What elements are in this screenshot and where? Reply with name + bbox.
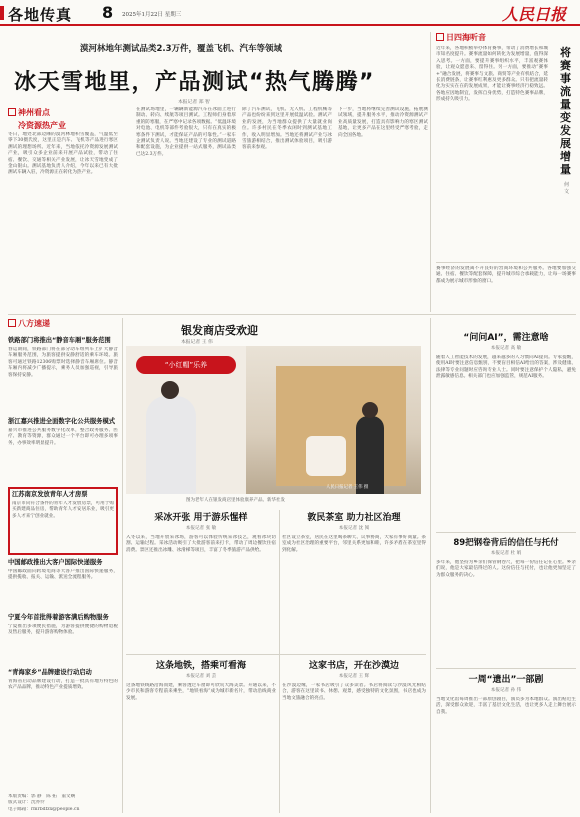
opinion-body: 近年来，各地积极举办体育赛事，带动了消费增长和城市知名度提升。赛事流量如何转化为发展增量，值得深入思考。一方面，要提升赛事组织水平，丰富观赛体验，让观众愿意来、留得住。另一方面，要推动“赛事+”融合发展，将赛事与文旅、商贸等产业有机结合，延长消费链条，让赛事红利惠及更多群众。只有把流量转化为实实在在的发展成果，才能让赛事经济行稳致远。各地应因地制宜，发挥自身优势，打造特色赛事品牌，形成持久吸引力。 bbox=[436, 46, 548, 103]
brief-title-1: 铁路部门将推出“静音车厢”服务范围 bbox=[8, 337, 111, 344]
issue-date: 2025年1月22日 星期三 bbox=[122, 12, 182, 18]
right-article-2: 89把钢卷背后的信任与托付 本报记者 杜 娟 多年来，他坚持为乡亲们保管钢卷尺，把每一份信任记在心里。乡亲们说，他是大家最信得过的人。这份信任与托付，也让他更加坚定了为群众服务的决心。 bbox=[436, 538, 576, 578]
lead-col-4: 下一步，当地将继续完善测试设施，拓展测试领域，提升服务水平，推动冷资源测试产业高质量发展，打造具有影响力的寒区测试基地，让更多产品在这里经受严寒考验，走向全国各地。 bbox=[338, 107, 428, 138]
brief-text-4: 中国邮政面向跨境电商等大客户推出国际快递服务，提供揽收、报关、运输、派送全流程服务。 bbox=[8, 569, 118, 581]
lead-article bbox=[8, 32, 428, 312]
photo-sign: 人民日报记者 王伟 摄 bbox=[326, 485, 369, 490]
footer-line-2: 版式设计：沈亦伶 bbox=[8, 800, 45, 806]
footer-line-3: 电子邮箱：rmrbdfzx@people.cn bbox=[8, 806, 80, 812]
brief-title-6: “青海家乡”品牌建设行动启动 bbox=[8, 669, 92, 676]
page-number: 8 bbox=[102, 3, 114, 22]
right-byline-3: 本报记者 孙 伟 bbox=[490, 688, 522, 693]
right-title-3: 一周“遗出”一部剧 bbox=[468, 675, 544, 685]
opinion-column bbox=[436, 32, 576, 262]
right-byline-2: 本报记者 杜 娟 bbox=[490, 551, 522, 556]
mid-article-2: 敦民茶室 助力社区治理 本报记者 沈 阅 社区设立茶室，居民在这里喝茶聊天、议事协商，大家有事好商量。茶室成为社区治理的重要平台，邻里关系更加和睦，许多矛盾在茶室里得到化解。 bbox=[282, 510, 426, 652]
brief-text-2: 嘉兴市推进公共服务数字化改革，整合政务服务、医疗、教育等资源，群众通过一个平台即可办理多项事务，办事效率明显提升。 bbox=[8, 428, 118, 446]
mid-article-3: 这条地铁，搭乘可看海 本报记者 刘 芸 这条地铁线路沿海而建，乘客透过车窗即可欣赏大海美景。开通以来，不少市民和游客专程前来乘坐，“地铁看海”成为城市新名片，带动沿线商业发展。 bbox=[126, 658, 276, 813]
lead-byline: 本报记者 郑 智 bbox=[178, 100, 210, 105]
right-title-2: 89把钢卷背后的信任与托付 bbox=[453, 538, 559, 548]
brief-text-1: 春运期间，铁路部门将在部分动车组列车上扩大静音车厢服务范围，为旅客提供安静舒适的乘车环境。旅客可通过铁路12306购票时选择静音车厢席位。静音车厢内将减少广播提示，乘务人员加强巡视，引导旅客保持安静。 bbox=[8, 347, 118, 378]
lead-col-1: 冬日，地处北部边陲的漠河林地积雪覆盖，气温低至零下30摄氏度，这里正是汽车、飞机等产品进行寒区测试的理想场所。近年来，当地依托冷资源发展测试产业，吸引众多企业前来开展产品试验，带动了住宿、餐饮、交通等相关产业发展，让冰天雪地变成了金山银山。测试基地负责人介绍，今年以来已有大批测试车辆入驻，冷资源正在转化为热产业。 bbox=[8, 132, 118, 176]
photo-image bbox=[126, 346, 421, 494]
store-sign: “小红帽”乐养 bbox=[136, 356, 236, 374]
lead-col-2: 在测试场地里，一辆辆新能源汽车在冰面上进行制动、转向、续航等项目测试。工程师们身着厚重的防寒服，在严寒中记录各项数据。“低温环境对电池、电机等部件考验很大，只有在真实的极寒条件下测试，才能保证产品的可靠性。”一家车企测试负责人说。当地还建设了专业的测试道路和配套设施，为企业提供一站式服务，测试品类已达2.3万件。 bbox=[136, 107, 236, 157]
brief-title-3: 江苏南京发放青年人才房票 bbox=[12, 491, 88, 498]
mid-article-1: 采冰开张 用于游乐惺样 本报记者 张 敏 入冬以来，当地开放采冰场，游客可以体验传统采冰技艺，观看冰块切割、运输过程。采冰活动吸引了大批游客前来打卡，带动了周边餐饮住宿消费。景区还推出冰雕、冰滑梯等项目，丰富了冬季旅游产品供给。 bbox=[126, 510, 276, 652]
mid-byline-1: 本报记者 张 敏 bbox=[185, 526, 217, 531]
photo-caption: 图为老年人在银发商店里体验康养产品。新华社发 bbox=[186, 498, 285, 503]
footer-line-1: 本版责编：郭 静 陈 拓 董文娴 bbox=[8, 793, 76, 799]
brief-text-3: 南京市向符合条件的青年人才发放房票，可用于购买新建商品住房，帮助青年人才安居乐业，吸引更多人才来宁创业就业。 bbox=[12, 501, 114, 519]
mid-article-4: 这家书店，开在沙漠边 本报记者 王 辉 在沙漠边缘，一家书店吸引了众多读者。书店将阅读与沙漠风光相结合，游客在这里读书、休憩、观景，感受独特的文化氛围，书店也成为当地文旅融合的亮点。 bbox=[282, 658, 426, 813]
masthead bbox=[0, 0, 580, 30]
photo-feature bbox=[126, 318, 426, 506]
opinion-title: 将赛事流量变发展增量 bbox=[560, 46, 571, 176]
mid-title-4: 这家书店，开在沙漠边 bbox=[308, 661, 399, 671]
photo-title: 银发商店受欢迎 bbox=[181, 324, 258, 337]
mid-title-2: 敦民茶室 助力社区治理 bbox=[307, 513, 401, 523]
left-subtitle: 冷资源热产业 bbox=[18, 121, 66, 130]
photo-byline: 本报记者 王 伟 bbox=[181, 340, 213, 345]
mid-title-1: 采冰开张 用于游乐惺样 bbox=[154, 513, 248, 523]
right-byline-1: 本报记者 高 敏 bbox=[490, 346, 522, 351]
right-article-3: 一周“遗出”一部剧 本报记者 孙 伟 当地文化馆每周推出一部原创剧目，演员多为本地群众。演出贴近生活，深受群众欢迎，丰富了基层文化生活，也让更多人走上舞台展示自我。 bbox=[436, 672, 576, 812]
brief-column bbox=[8, 318, 118, 813]
section-name: 各地传真 bbox=[8, 6, 73, 24]
right-section-label: 日四海听音 bbox=[436, 32, 576, 43]
right-article-1: “问问AI”，需注意啥 本报记者 高 敏 随着人工智能技术的发展，越来越多的人习惯向AI提问。专家提醒，使用AI时要注意信息甄别，不要盲目相信AI给出的答案，涉及健康、法律等专业问题时应咨询专业人士。同时要注意保护个人隐私，避免泄露敏感信息。相关部门也应加强监管，规范AI服务。 bbox=[436, 330, 576, 530]
mid-byline-3: 本报记者 刘 芸 bbox=[185, 674, 217, 679]
mid-title-3: 这条地铁，搭乘可看海 bbox=[155, 661, 246, 671]
right-title-1: “问问AI”，需注意啥 bbox=[463, 333, 549, 343]
lead-kicker: 漠河林地年测试品类2.3万件，覆盖飞机、汽车等领域 bbox=[80, 44, 283, 54]
brief-text-5: 宁夏推出多项便民措施，为游客提供便捷的购物退税及售后服务，提升游客购物体验。 bbox=[8, 624, 118, 636]
brief-section-label: 八方速递 bbox=[8, 318, 118, 329]
opinion-author: 何 文 bbox=[564, 182, 570, 195]
right-col-body: 赛事经济的发展离不开良好的营商环境和公共服务。各地要加强交通、住宿、餐饮等配套保障，提升城市综合承载能力，让每一场赛事都成为展示城市形象的窗口。 bbox=[436, 266, 576, 284]
brief-title-2: 浙江嘉兴推进全面数字化公共服务模式 bbox=[8, 418, 116, 425]
brief-title-4: 中国邮政推出大客户国际快递服务 bbox=[8, 559, 103, 566]
brief-text-6: 青海省启动品牌建设行动，打造一批具有地方特色的农产品品牌，推动特色产业提质增效。 bbox=[8, 679, 118, 691]
mid-byline-4: 本报记者 王 辉 bbox=[338, 674, 370, 679]
brief-title-5: 宁夏今年首批得着游客满后购物服务 bbox=[8, 614, 109, 621]
lead-title: 冰天雪地里，产品测试“热气腾腾” bbox=[14, 70, 375, 95]
mid-byline-2: 本报记者 沈 阅 bbox=[338, 526, 370, 531]
lead-col-3: 除了汽车测试，飞机、无人机、工程机械等产品也纷纷来到这里开展低温试验。测试产业的发展，为当地群众提供了大量就业岗位。许多村民在冬季农闲时到测试基地工作，收入明显增加。当地还将测试产业与冰雪旅游相结合，推出测试体验项目，吸引游客前来参观。 bbox=[242, 107, 332, 151]
newspaper-logo: 人民日报 bbox=[501, 5, 566, 24]
left-section-label: 神州看点 bbox=[8, 107, 128, 118]
